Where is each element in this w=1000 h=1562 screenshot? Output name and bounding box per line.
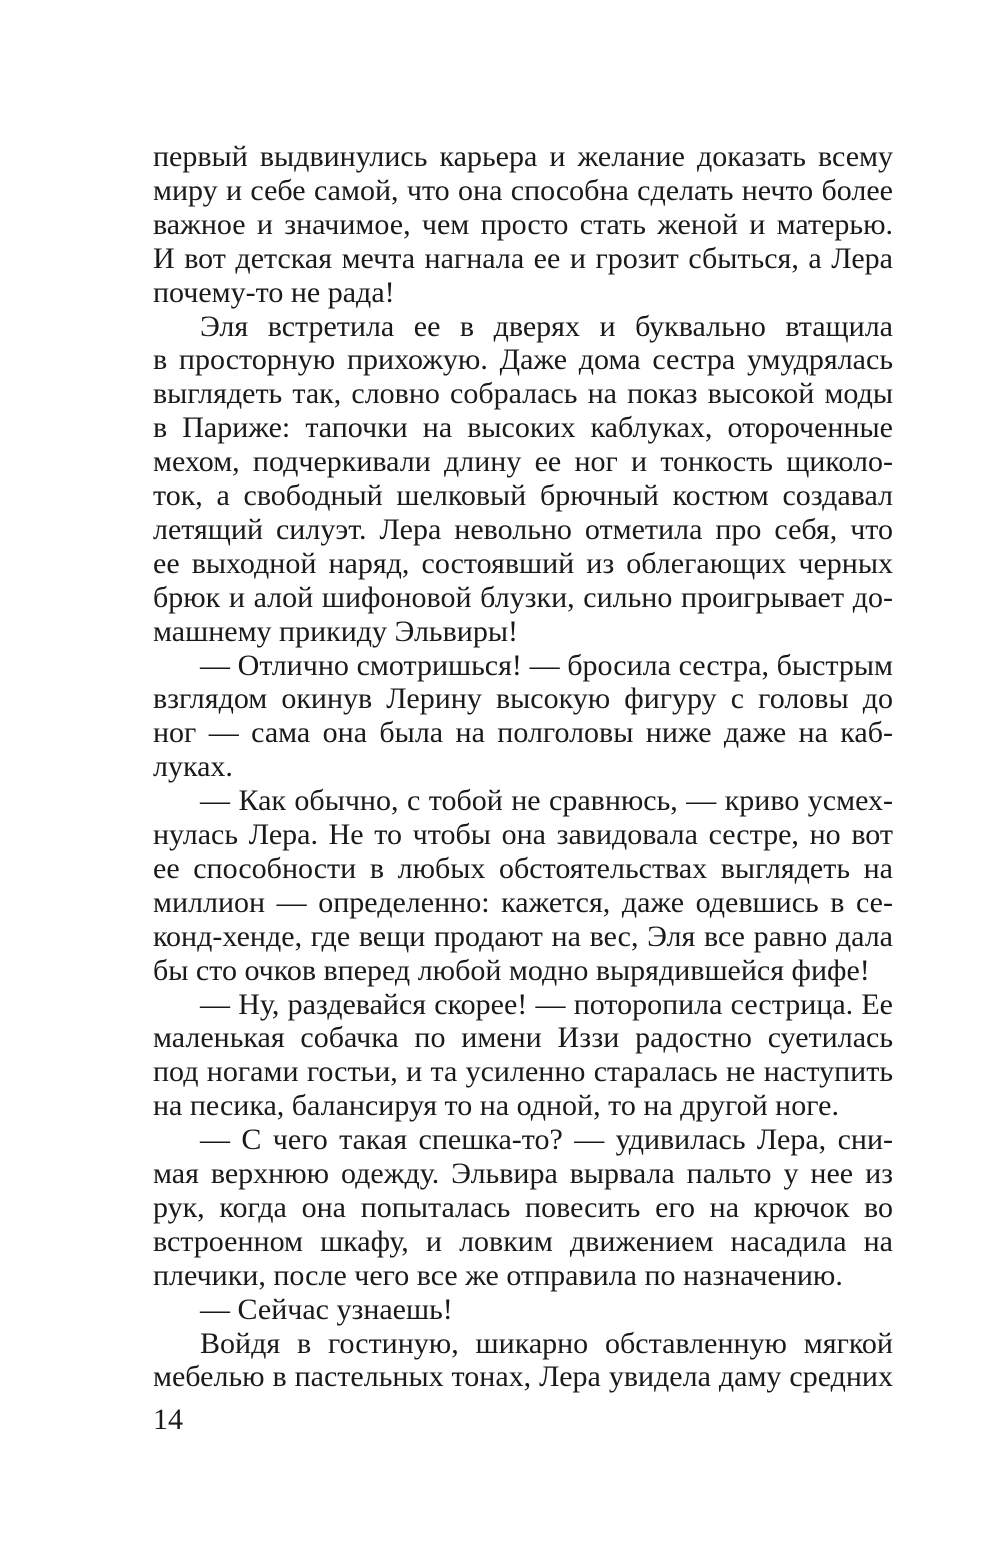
text-line: мая верхнюю одежду. Эльвира вырвала пальто у нее из xyxy=(153,1157,893,1190)
text-line: мебелью в пастельных тонах, Лера увидела даму средних xyxy=(153,1360,893,1394)
text-line: рук, когда она попыталась повесить его на крючок во xyxy=(153,1190,893,1224)
text-line: — Ну, раздевайся скорее! — поторопила сестрица. Ее xyxy=(200,987,893,1021)
text-line: летящий силуэт. Лера невольно отметила про себя, что xyxy=(153,512,893,546)
text-line: миллион — определенно: кажется, даже одевшись в се- xyxy=(153,885,893,919)
text-line: ток, а свободный шелковый брючный костюм создавал xyxy=(153,479,893,512)
text-line: маленькая собачка по имени Иззи радостно суетилась xyxy=(153,1021,893,1055)
text-line: ног — сама она была на полголовы ниже даже на каб- xyxy=(153,716,893,750)
text-line: — Отлично смотришься! — бросила сестра, быстрым xyxy=(200,648,893,682)
text-line: мехом, подчеркивали длину ее ног и тонкость щиколо- xyxy=(153,445,893,479)
text-line: И вот детская мечта нагнала ее и грозит сбыться, а Лера xyxy=(153,241,893,275)
text-line: важное и значимое, чем просто стать женой и матерью. xyxy=(153,207,893,241)
text-line: миру и себе самой, что она способна сделать нечто более xyxy=(153,173,893,207)
text-line: почему-то не рада! xyxy=(153,275,395,309)
text-line: нулась Лера. Не то чтобы она завидовала сестре, но вот xyxy=(153,818,893,851)
text-line: взглядом окинув Лерину высокую фигуру с головы до xyxy=(153,682,893,716)
text-line: Эля встретила ее в дверях и буквально втащила xyxy=(200,309,893,343)
text-line: машнему прикиду Эльвиры! xyxy=(153,614,518,648)
text-line: конд-хенде, где вещи продают на вес, Эля все равно дала xyxy=(153,919,893,953)
text-line: на песика, балансируя то на одной, то на другой ноге. xyxy=(153,1089,839,1123)
text-line: в просторную прихожую. Даже дома сестра умудрялась xyxy=(153,343,893,377)
text-line: ее выходной наряд, состоявший из облегающих черных xyxy=(153,546,893,580)
text-line: — Сейчас узнаешь! xyxy=(200,1292,453,1326)
text-line: в Париже: тапочки на высоких каблуках, отороченные xyxy=(153,411,893,445)
text-line: встроенном шкафу, и ловким движением насадила на xyxy=(153,1224,893,1258)
text-line: луках. xyxy=(153,750,233,784)
page-number: 14 xyxy=(153,1403,183,1436)
text-line: под ногами гостьи, и та усиленно старалась не наступить xyxy=(153,1055,893,1089)
text-line: — С чего такая спешка-то? — удивилась Лера, сни- xyxy=(200,1123,893,1157)
text-line: первый выдвинулись карьера и желание доказать всему xyxy=(153,140,893,173)
text-line: Войдя в гостиную, шикарно обставленную мягкой xyxy=(200,1326,893,1360)
text-line: плечики, после чего все же отправила по назначению. xyxy=(153,1258,843,1292)
text-line: бы сто очков вперед любой модно вырядившейся фифе! xyxy=(153,953,870,987)
text-line: ее способности в любых обстоятельствах выглядеть на xyxy=(153,851,893,885)
text-line: выглядеть так, словно собралась на показ высокой моды xyxy=(153,377,893,411)
text-line: брюк и алой шифоновой блузки, сильно проигрывает до- xyxy=(153,580,893,614)
text-line: — Как обычно, с тобой не сравнюсь, — криво усмех- xyxy=(200,784,893,818)
